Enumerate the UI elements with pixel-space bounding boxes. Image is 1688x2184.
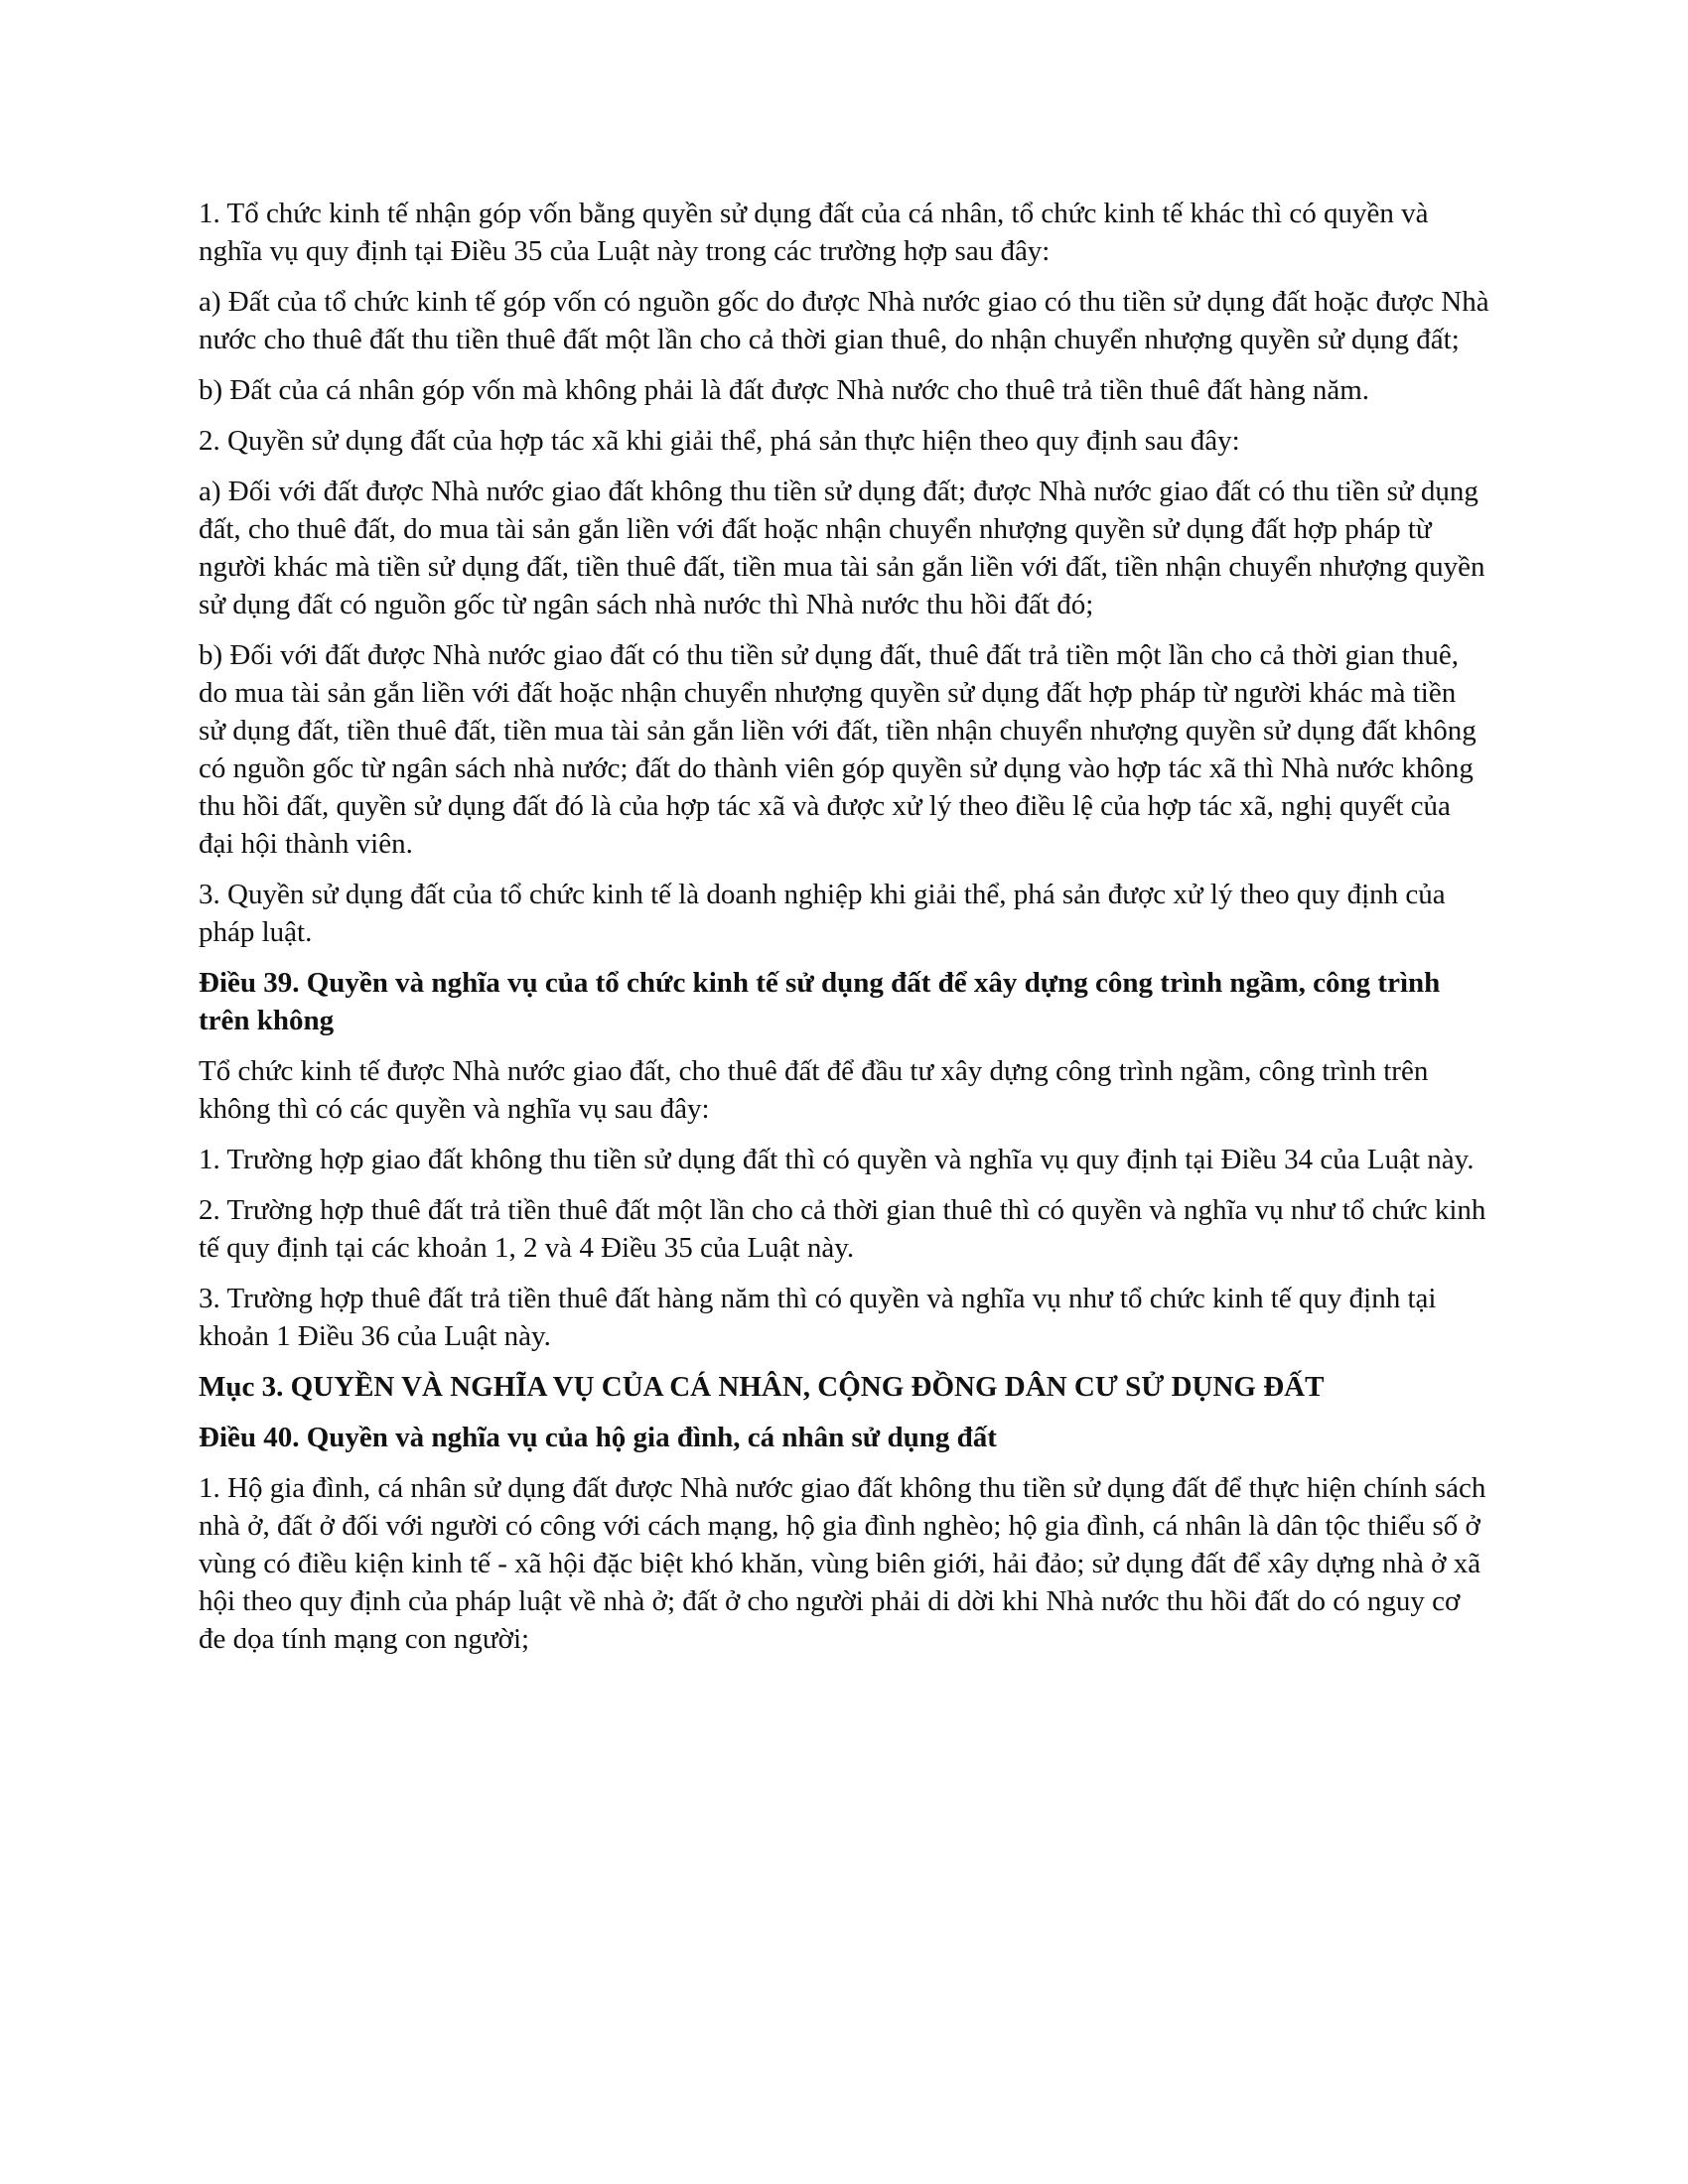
section-3-heading: Mục 3. QUYỀN VÀ NGHĨA VỤ CỦA CÁ NHÂN, CỘNG ĐỒNG DÂN CƯ SỬ DỤNG ĐẤT <box>199 1371 1325 1403</box>
clause-1a: a) Đất của tổ chức kinh tế góp vốn có nguồn gốc do được Nhà nước giao có thu tiền sử dụng đất hoặc được Nhà nước cho thuê đất thu tiền thuê đất một lần cho cả thời gian thuê, do nhận chuyển nhượng quyền sử dụng đất; <box>199 286 1489 355</box>
clause-1: 1. Tổ chức kinh tế nhận góp vốn bằng quyền sử dụng đất của cá nhân, tổ chức kinh tế khác thì có quyền và nghĩa vụ quy định tại Điều 35 của Luật này trong các trường hợp sau đây: <box>199 198 1429 267</box>
article-39-clause-2: 2. Trường hợp thuê đất trả tiền thuê đất một lần cho cả thời gian thuê thì có quyền và nghĩa vụ như tổ chức kinh tế quy định tại các khoản 1, 2 và 4 Điều 35 của Luật này. <box>199 1194 1486 1264</box>
clause-1b: b) Đất của cá nhân góp vốn mà không phải là đất được Nhà nước cho thuê trả tiền thuê đất hàng năm. <box>199 374 1370 406</box>
article-39-clause-1: 1. Trường hợp giao đất không thu tiền sử dụng đất thì có quyền và nghĩa vụ quy định tại Điều 34 của Luật này. <box>199 1144 1475 1175</box>
article-39-clause-3: 3. Trường hợp thuê đất trả tiền thuê đất hàng năm thì có quyền và nghĩa vụ như tổ chức kinh tế quy định tại khoản 1 Điều 36 của Luật này. <box>199 1283 1437 1352</box>
clause-3: 3. Quyền sử dụng đất của tổ chức kinh tế là doanh nghiệp khi giải thể, phá sản được xử lý theo quy định của pháp luật. <box>199 879 1446 948</box>
article-39-heading: Điều 39. Quyền và nghĩa vụ của tổ chức kinh tế sử dụng đất để xây dựng công trình ngầm, công trình trên không <box>199 967 1441 1036</box>
article-40-heading: Điều 40. Quyền và nghĩa vụ của hộ gia đình, cá nhân sử dụng đất <box>199 1422 997 1453</box>
clause-2a: a) Đối với đất được Nhà nước giao đất không thu tiền sử dụng đất; được Nhà nước giao đất có thu tiền sử dụng đất, cho thuê đất, do mua tài sản gắn liền với đất hoặc nhận chuyển nhượng quyền sử dụng đất hợp pháp từ người khác mà tiền sử dụng đất, tiền thuê đất, tiền mua tài sản gắn liền với đất, tiền nhận chuyển nhượng quyền sử dụng đất có nguồn gốc từ ngân sách nhà nước thì Nhà nước thu hồi đất đó; <box>199 476 1485 620</box>
document-page <box>199 195 1489 1671</box>
article-39-intro: Tổ chức kinh tế được Nhà nước giao đất, cho thuê đất để đầu tư xây dựng công trình ngầm, công trình trên không thì có các quyền và nghĩa vụ sau đây: <box>199 1055 1429 1125</box>
article-40-clause-1: 1. Hộ gia đình, cá nhân sử dụng đất được Nhà nước giao đất không thu tiền sử dụng đất để thực hiện chính sách nhà ở, đất ở đối với người có công với cách mạng, hộ gia đình nghèo; hộ gia đình, cá nhân là dân tộc thiểu số ở vùng có điều kiện kinh tế - xã hội đặc biệt khó khăn, vùng biên giới, hải đảo; sử dụng đất để xây dựng nhà ở xã hội theo quy định của pháp luật về nhà ở; đất ở cho người phải di dời khi Nhà nước thu hồi đất do có nguy cơ đe dọa tính mạng con người; <box>199 1472 1486 1655</box>
clause-2: 2. Quyền sử dụng đất của hợp tác xã khi giải thể, phá sản thực hiện theo quy định sau đây: <box>199 425 1240 457</box>
clause-2b: b) Đối với đất được Nhà nước giao đất có thu tiền sử dụng đất, thuê đất trả tiền một lần cho cả thời gian thuê, do mua tài sản gắn liền với đất hoặc nhận chuyển nhượng quyền sử dụng đất hợp pháp từ người khác mà tiền sử dụng đất, tiền thuê đất, tiền mua tài sản gắn liền với đất, tiền nhận chuyển nhượng quyền sử dụng đất không có nguồn gốc từ ngân sách nhà nước; đất do thành viên góp quyền sử dụng vào hợp tác xã thì Nhà nước không thu hồi đất, quyền sử dụng đất đó là của hợp tác xã và được xử lý theo điều lệ của hợp tác xã, nghị quyết của đại hội thành viên. <box>199 639 1477 860</box>
